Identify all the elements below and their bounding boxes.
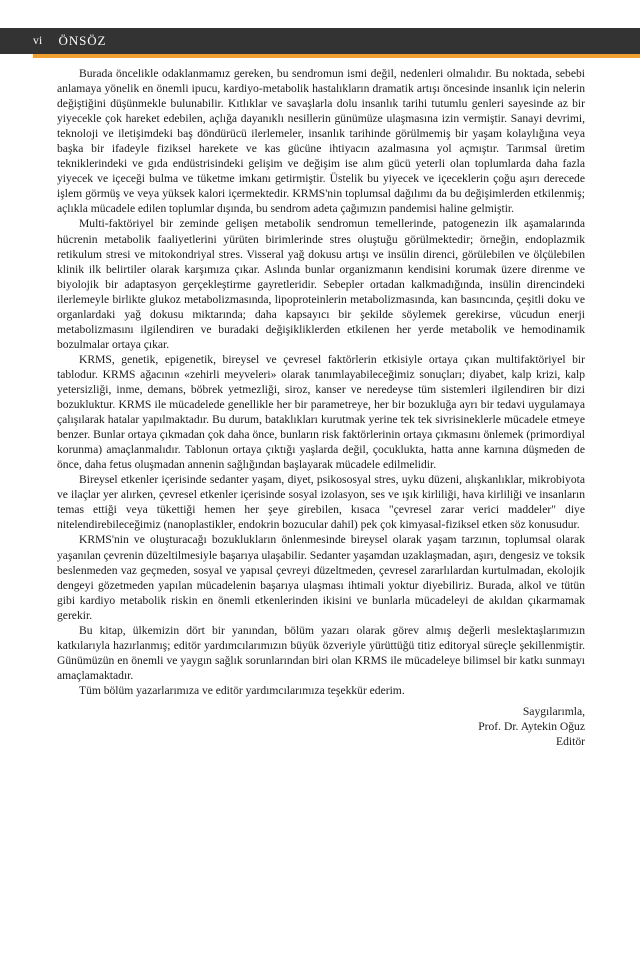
paragraph: Burada öncelikle odaklanmamız gereken, bu sendromun ismi değil, nedenleri olmalıdır. Bu noktada, sebebi anlamaya yönelik en önemli ipucu, kardiyo-metabolik hastalıkların dramatik artışı öncesinde insanlık için nelerin değiştiğini düşünmekle bulunabilir. Kıtlıklar ve savaşlarla dolu insanlık tarihi tutumlu genleri sayesinde az bir yiyecekle çok hareket edebilen, açlığa dayanıklı nesillerin günümüze ulaşmasına izin vermiştir. Sanayi devrimi, teknoloji ve iletişimdeki baş döndürücü ilerlemeler, insanlık tarihinde görülmemiş bir yaşam kolaylığına veya başka bir ifadeyle fiziksel harekete ve kas gücüne ihtiyacın azalmasına yol açmıştır. Tarımsal üretim tekniklerindeki ve gıda endüstrisindeki gelişim ve değişim ise alım gücü yeterli olan toplumlarda daha fazla yiyecek ve içeceği bulma ve tüketme imkanı getirmiştir. Üstelik bu yiyecek ve içeceklerin çoğu aşırı derecede işlem görmüş ve veya yüksek kalori içermektedir. KRMS'nin toplumsal dağılımı da bu değişimlerden etkilenmiş; açlıkla mücadele edilen toplumlar dışında, bu sendrom adeta çağımızın pandemisi haline gelmiştir. — [57, 67, 585, 216]
paragraph: KRMS, genetik, epigenetik, bireysel ve çevresel faktörlerin etkisiyle ortaya çıkan multifaktöriyel bir tablodur. KRMS ağacının «zehirli meyveleri» olarak tanımlayabileceğimiz sonuçları; diyabet, kalp krizi, kalp yetersizliği, inme, demans, böbrek yetmezliği, siroz, kanser ve neredeyse tüm sistemleri ilgilendiren bir dizi bozukluktur. KRMS ile mücadelede genellikle her bir parametreye, her bir bozukluğa ayrı bir tedavi uygulamaya çalışılarak hatalar yapılmaktadır. Bu durum, bataklıkları kurutmak yerine tek tek sivrisineklerle mücadele etmeye benzer. Bunlar ortaya çıkmadan çok daha önce, bunların risk faktörlerinin ortaya çıkmasını önlemek (primordiyal korunma) amaçlanmalıdır. Tablonun ortaya çıktığı yaşlarda değil, çocuklukta, hatta anne karnına düşmeden de önce, daha fetus oluşmadan annenin sağlığından başlayarak mücadele edilmelidir. — [57, 352, 585, 472]
paragraph: Multi-faktöriyel bir zeminde gelişen metabolik sendromun temellerinde, patogenezin ilk aşamalarında hücrenin metabolik faaliyetlerini yürüten birimlerinde stres oluştuğu görülmektedir; örneğin, endoplazmik retikulum stresi ve mitokondriyal stres. Visseral yağ dokusu artışı ve insülin direnci, görülebilen ve ölçülebilen klinik ilk belirtiler olarak karşımıza çıkar. Aslında bunlar organizmanın kendisini korumak üzere direnme ve biyolojik bir adaptasyon gerçekleştirme gayretleridir. Sebepler ortadan kalkmadığında, insülin direncindeki ilerlemeyle birlikte glukoz metabolizmasında, lipoproteinlerin metabolizmasında, kan basıncında, çeşitli doku ve organlardaki yağ dokusu miktarında; daha kapsayıcı bir şekilde söylemek gerekirse, vücudun enerji metabolizmasını ilgilendiren ve buradaki değişikliklerden etkilenen her yerde metabolik ve hemodinamik bozulmalar ortaya çıkar. — [57, 217, 585, 351]
signoff-closing: Saygılarımla, — [522, 704, 585, 718]
page-title: ÖNSÖZ — [58, 33, 107, 48]
signoff-name: Prof. Dr. Aytekin Oğuz — [478, 720, 585, 734]
body-text-column — [57, 66, 585, 749]
paragraph: Bu kitap, ülkemizin dört bir yanından, bölüm yazarı olarak görev almış değerli meslektaşlarımızın katkılarıyla hazırlanmış; editör yardımcılarımızın büyük özveriyle yürüttüğü titiz editoryal süreçle şekillenmiştir. Günümüzün en önemli ve yaygın sağlık sorunlarından biri olan KRMS ile mücadeleye bilimsel bir katkı sunmayı amaçlamaktadır. — [57, 623, 585, 682]
paragraph: Tüm bölüm yazarlarımıza ve editör yardımcılarımıza teşekkür ederim. — [79, 683, 405, 697]
signoff-role: Editör — [556, 735, 585, 749]
running-header — [0, 28, 640, 54]
signature-block — [57, 704, 585, 749]
paragraph: Bireysel etkenler içerisinde sedanter yaşam, diyet, psikososyal stres, uyku düzeni, alışkanlıklar, mikrobiyota ve ilaçlar yer alırken, çevresel etkenler içerisinde sosyal izolasyon, ses ve ışık kirliliği, hava kirliliği ve insanların temas ettiği veya tükettiği hemen her şeye girebilen, kısaca "çevresel zarar verici maddeler" diye nitelendirebileceğimiz (nanoplastikler, endokrin bozucular dahil) pek çok kimyasal-fiziksel etken söz konusudur. — [57, 473, 585, 532]
page-folio: vi — [33, 35, 43, 47]
paragraph: KRMS'nin ve oluşturacağı bozuklukların önlenmesinde bireysel olarak yaşam tarzının, toplumsal olarak yaşanılan çevrenin düzeltilmesiyle başarıya ulaşabilir. Sedanter yaşamdan uzaklaşmadan, aşırı, dengesiz ve toksik beslenmeden vaz geçmeden, sosyal ve yapısal çevreyi düzeltmeden, çevresel zararlılardan kurtulmadan, ekolojik dengeyi gözetmeden yapılan mücadelenin başarıya ulaşması ihtimali yoktur diyebiliriz. Burada, alkol ve tütün gibi kardiyo metabolik riskin en önemli etkenlerinden ikisini ve bunlarla mücadeleyi de akıldan çıkarmamak gerekir. — [57, 533, 585, 622]
header-accent-rule — [33, 54, 640, 58]
